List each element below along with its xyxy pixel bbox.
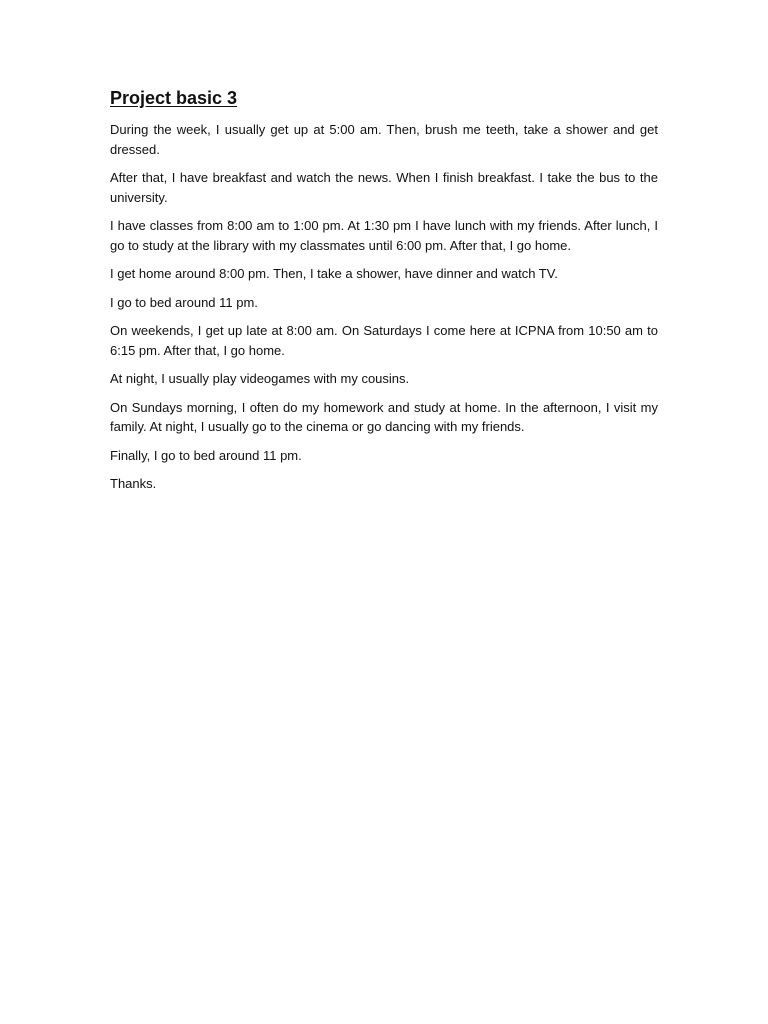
paragraph-bedtime: I go to bed around 11 pm. <box>110 294 258 310</box>
paragraph-weekends: On weekends, I get up late at 8:00 am. On Saturdays I come here at ICPNA from 10:50 am to 6:15 pm. After that, I go home. <box>110 323 658 358</box>
document-title: Project basic 3 <box>110 88 238 108</box>
paragraph-finally: Finally, I go to bed around 11 pm. <box>110 447 302 463</box>
paragraph-evening: I get home around 8:00 pm. Then, I take a shower, have dinner and watch TV. <box>110 266 558 281</box>
paragraph-breakfast: After that, I have breakfast and watch the news. When I finish breakfast. I take the bus to the university. <box>110 170 658 205</box>
paragraph-weekday-morning: During the week, I usually get up at 5:00 am. Then, brush me teeth, take a shower and get dressed. <box>110 122 658 157</box>
paragraph-classes: I have classes from 8:00 am to 1:00 pm. At 1:30 pm I have lunch with my friends. After lunch, I go to study at the library with my classmates until 6:00 pm. After that, I go home. <box>110 218 658 253</box>
paragraph-saturday-night: At night, I usually play videogames with my cousins. <box>110 371 410 386</box>
paragraph-sundays: On Sundays morning, I often do my homework and study at home. In the afternoon, I visit my family. At night, I usually go to the cinema or go dancing with my friends. <box>110 399 658 434</box>
paragraph-thanks: Thanks. <box>110 476 157 491</box>
document-body <box>110 120 658 494</box>
